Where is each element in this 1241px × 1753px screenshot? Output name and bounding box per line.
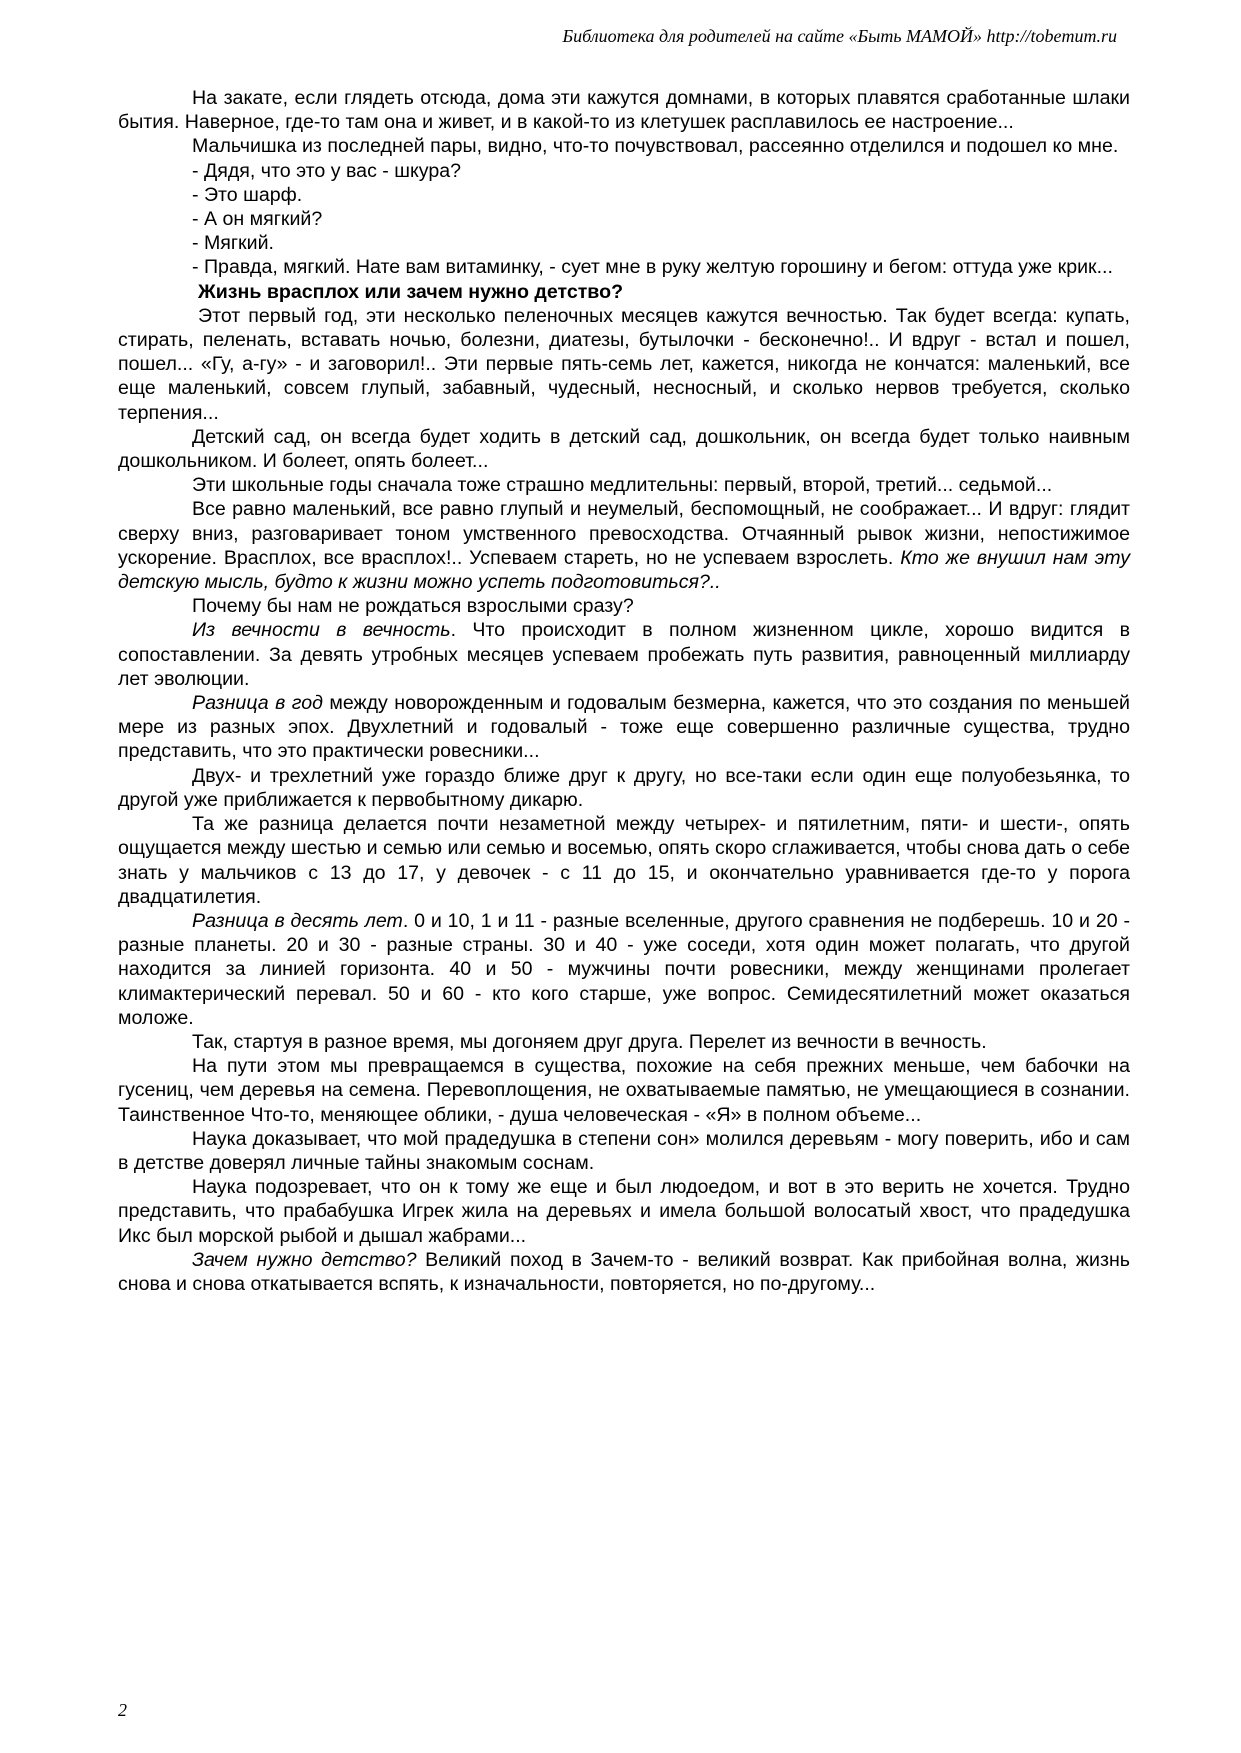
page-header: Библиотека для родителей на сайте «Быть МАМОЙ» http://tobemum.ru xyxy=(562,26,1117,46)
paragraph xyxy=(118,304,1130,425)
italic-text: Разница в год xyxy=(192,692,323,715)
text-run: Этот первый год, эти несколько пеленочных месяцев кажутся вечностью. Так будет всегда: купать, стирать, пеленать, вставать ночью, болезни, диатезы, бутылочки - бесконечно!.. И вдруг - встал и пошел, пошел... «Гу, а-гу» - и заговорил!.. Эти первые пять-семь лет, кажется, никогда не кончатся: маленький, все еще маленький, совсем глупый, забавный, чудесный, несносный, и сколько нервов требуется, сколько терпения... xyxy=(118,304,1130,424)
italic-text: Разница в десять лет xyxy=(192,909,403,932)
text-run: Детский сад, он всегда будет ходить в детский сад, дошкольник, он всегда будет только наивным дошкольником. И болеет, опять болеет... xyxy=(118,425,1130,473)
page-number: 2 xyxy=(118,1700,127,1720)
paragraph xyxy=(118,134,1130,158)
paragraph xyxy=(118,1127,1130,1175)
paragraph xyxy=(118,691,1130,764)
paragraph xyxy=(118,207,1130,231)
text-run: Почему бы нам не рождаться взрослыми сразу? xyxy=(192,595,634,618)
text-run: - Дядя, что это у вас - шкура? xyxy=(192,159,462,182)
text-run: Великий поход в Зачем-то - великий возврат. Как прибойная волна, жизнь снова и снова откатывается вспять, к изначальности, повторяется, но по-другому... xyxy=(118,1248,1130,1295)
paragraph xyxy=(118,1248,1130,1296)
text-run: . Что происходит в полном жизненном цикле, хорошо видится в сопоставлении. За девять утробных месяцев успеваем пробежать путь развития, равноценный миллиарду лет эволюции. xyxy=(118,619,1130,690)
paragraph xyxy=(118,183,1130,207)
text-run: между новорожденным и годовалым безмерна, кажется, что это создания по меньшей мере из разных эпох. Двухлетний и годовалый - тоже еще совершенно различные существа, трудно представить, что это практически ровесники... xyxy=(118,692,1130,763)
paragraph xyxy=(118,812,1130,909)
text-run: Наука подозревает, что он к тому же еще и был людоедом, и вот в это верить не хочется. Трудно представить, что прабабушка Игрек жила на деревьях и имела большой волосатый хвост, что прадедушка Икс был морской рыбой и дышал жабрами... xyxy=(118,1176,1130,1247)
paragraph xyxy=(118,1030,1130,1054)
text-run: На закате, если глядеть отсюда, дома эти кажутся домнами, в которых плавятся сработанные шлаки бытия. Наверное, где-то там она и живет, и в какой-то из клетушек расплавилось ее настроение... xyxy=(118,87,1130,134)
document-body xyxy=(118,86,1130,1296)
text-run: Наука доказывает, что мой прадедушка в степени сон» молился деревьям - могу поверить, ибо и сам в детстве доверял личные тайны знакомым соснам. xyxy=(118,1127,1130,1174)
paragraph xyxy=(118,909,1130,1030)
italic-text: Из вечности в вечность xyxy=(192,619,451,642)
paragraph xyxy=(118,1054,1130,1127)
italic-text: Кто же внушил нам эту детскую мысль, будто к жизни можно успеть подготовиться?.. xyxy=(118,546,1130,594)
text-run: . 0 и 10, 1 и 11 - разные вселенные, другого сравнения не подберешь. 10 и 20 - разные планеты. 20 и 30 - разные страны. 30 и 40 - уже соседи, хотя один может полагать, что другой находится за линией горизонта. 40 и 50 - мужчины почти ровесники, между женщинами пролегает климактерический перевал. 50 и 60 - кто кого старше, уже вопрос. Семидесятилетний может оказаться моложе. xyxy=(118,909,1130,1029)
paragraph xyxy=(118,86,1130,134)
text-run: Эти школьные годы сначала тоже страшно медлительны: первый, второй, третий... седьмой... xyxy=(192,474,1053,497)
text-run: - Мягкий. xyxy=(192,232,274,255)
italic-text: Зачем нужно детство? xyxy=(192,1248,417,1271)
text-run: На пути этом мы превращаемся в существа, похожие на себя прежних меньше, чем бабочки на гусениц, чем деревья на семена. Перевоплощения, не охватываемые памятью, не умещающиеся в сознании. Таинственное Что-то, меняющее облики, - душа человеческая - «Я» в полном объеме... xyxy=(118,1055,1130,1126)
paragraph xyxy=(118,255,1130,279)
text-run: Жизнь врасплох или зачем нужно детство? xyxy=(198,280,624,303)
text-run: Мальчишка из последней пары, видно, что-то почувствовал, рассеянно отделился и подошел ко мне. xyxy=(192,135,1119,158)
text-run: - Правда, мягкий. Нате вам витаминку, - сует мне в руку желтую горошину и бегом: оттуда уже крик... xyxy=(192,256,1113,279)
paragraph xyxy=(118,425,1130,473)
text-run: Так, стартуя в разное время, мы догоняем друг друга. Перелет из вечности в вечность. xyxy=(192,1030,987,1053)
paragraph xyxy=(118,594,1130,618)
paragraph xyxy=(118,1175,1130,1248)
text-run: Та же разница делается почти незаметной между четырех- и пятилетним, пяти- и шести-, опять ощущается между шестью и семью или семью и восемью, опять скоро сглаживается, чтобы снова дать о себе знать у мальчиков с 13 до 17, у девочек - с 11 до 15, и окончательно уравнивается где-то у порога двадцатилетия. xyxy=(118,813,1130,908)
paragraph xyxy=(118,473,1130,497)
paragraph xyxy=(118,159,1130,183)
text-run: - Это шарф. xyxy=(192,183,303,206)
paragraph xyxy=(118,764,1130,812)
text-run: - А он мягкий? xyxy=(192,208,323,231)
paragraph xyxy=(118,231,1130,255)
paragraph xyxy=(118,618,1130,691)
text-run: Двух- и трехлетний уже гораздо ближе друг к другу, но все-таки если один еще полуобезьянка, то другой уже приближается к первобытному дикарю. xyxy=(118,764,1130,811)
text-run: Все равно маленький, все равно глупый и неумелый, беспомощный, не соображает... И вдруг: глядит сверху вниз, разговаривает тоном умственного превосходства. Отчаянный рывок жизни, непостижимое ускорение. Врасплох, все врасплох!.. Успеваем стареть, но не успеваем взрослеть. xyxy=(118,498,1130,569)
paragraph xyxy=(118,497,1130,594)
section-heading xyxy=(118,280,1130,304)
